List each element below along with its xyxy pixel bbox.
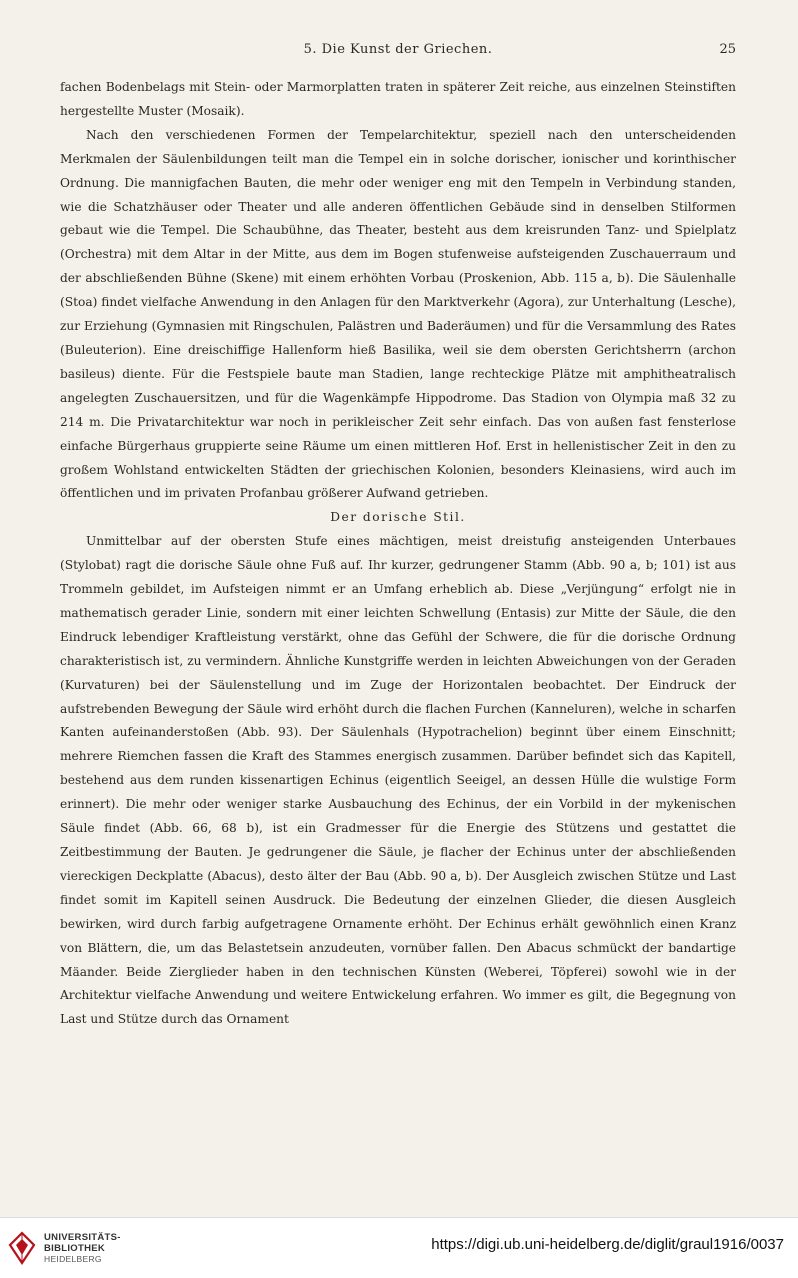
paragraph-continuation: fachen Bodenbelags mit Stein- oder Marmorplatten traten in späterer Zeit reiche, aus einzelnen Steinstiften hergestellte Muster (Mosaik). (60, 80, 736, 118)
library-logo[interactable] (8, 1229, 188, 1269)
body-text (60, 76, 736, 1032)
library-logo-icon (8, 1231, 36, 1265)
library-logo-text (44, 1233, 121, 1265)
running-header (60, 42, 736, 62)
logo-line-2: BIBLIOTHEK (44, 1242, 106, 1254)
paragraph-doric-style: Unmittelbar auf der obersten Stufe eines mächtigen, meist dreistufig ansteigenden Unterbaues (Stylobat) ragt die dorische Säule ohne Fuß auf. Ihr kurzer, gedrungener Stamm (Abb. 90 a, b; 101) ist aus Trommeln gebildet, im Aufsteigen nimmt er an Umfang erheblich ab. Diese „Verjüngung“ erfolgt nie in mathematisch gerader Linie, sondern mit einer leichten Schwellung (Entasis) zur Mitte der Säule, die den Eindruck lebendiger Kraftleistung verstärkt, ohne das Gefühl der Schwere, die für die dorische Ordnung charakteristisch ist, zu vermindern. Ähnliche Kunstgriffe werden in leichten Abweichungen von der Geraden (Kurvaturen) bei der Säulenstellung und im Zuge der Horizontalen beobachtet. Der Eindruck der aufstrebenden Bewegung der Säule wird erhöht durch die flachen Furchen (Kanneluren), welche in scharfen Kanten aufeinanderstoßen (Abb. 93). Der Säulenhals (Hypotrachelion) beginnt über einem Einschnitt; mehrere Riemchen fassen die Kraft des Stammes energisch zusammen. Darüber befindet sich das Kapitell, bestehend aus dem runden kissenartigen Echinus (eigentlich Seeigel, an dessen Hülle die wulstige Form erinnert). Die mehr oder weniger starke Ausbauchung des Echinus, der ein Vorbild in der mykenischen Säule findet (Abb. 66, 68 b), ist ein Gradmesser für die Energie des Stützens und gestattet die Zeitbestimmung der Bauten. Je gedrungener die Säule, je flacher der Echinus unter der abschließenden viereckigen Deckplatte (Abacus), desto älter der Bau (Abb. 90 a, b). Der Ausgleich zwischen Stütze und Last findet somit im Kapitell seinen Ausdruck. Die Bedeutung der einzelnen Glieder, die diesen Ausgleich bewirken, wird durch farbig aufgetragene Ornamente erhöht. Der Echinus erhält gewöhnlich einen Kranz von Blättern, die, um das Belastetsein anzudeuten, vornüber fallen. Den Abacus schmückt der bandartige Mäander. Beide Zierglieder haben in den technischen Künsten (Weberei, Töpferei) sowohl wie in der Architektur vielfache Anwendung und weitere Entwickelung erfahren. Wo immer es gilt, die Begegnung von Last und Stütze durch das Ornament (60, 534, 736, 1027)
logo-line-1: UNIVERSITÄTS- (44, 1232, 121, 1243)
permalink-url[interactable]: https://digi.ub.uni-heidelberg.de/diglit/graul1916/0037 (431, 1236, 784, 1253)
viewer-footer (0, 1217, 798, 1278)
logo-line-3: HEIDELBERG (44, 1254, 102, 1264)
page-number: 25 (719, 42, 736, 57)
section-heading: Der dorische Stil. (330, 510, 466, 525)
paragraph-temple-orders: Nach den verschiedenen Formen der Tempelarchitektur, speziell nach den unterscheidenden Merkmalen der Säulenbildungen teilt man die Tempel ein in solche dorischer, ionischer und korinthischer Ordnung. Die mannigfachen Bauten, die mehr oder weniger eng mit den Tempeln in Verbindung standen, wie die Schatzhäuser oder Theater und alle anderen öffentlichen Gebäude sind in denselben Stilformen gebaut wie die Tempel. Die Schaubühne, das Theater, besteht aus dem kreisrunden Tanz- und Spielplatz (Orchestra) mit dem Altar in der Mitte, aus dem im Bogen stufenweise aufsteigenden Zuschauerraum und der abschließenden Bühne (Skene) mit einem erhöhten Vorbau (Proskenion, Abb. 115 a, b). Die Säulenhalle (Stoa) findet vielfache Anwendung in den Anlagen für den Marktverkehr (Agora), zur Unterhaltung (Lesche), zur Erziehung (Gymnasien mit Ringschulen, Palästren und Baderäumen) und für die Versammlung des Rates (Buleuterion). Eine dreischiffige Hallenform hieß Basilika, weil sie dem obersten Gerichtsherrn (archon basileus) diente. Für die Festspiele baute man Stadien, lange rechteckige Plätze mit amphitheatralisch angelegten Zuschauersitzen, und für die Wagenkämpfe Hippodrome. Das Stadion von Olympia maß 32 zu 214 m. Die Privatarchitektur war noch in perikleischer Zeit sehr einfach. Das von außen fast fensterlose einfache Bürgerhaus gruppierte seine Räume um einen mittleren Hof. Erst in hellenistischer Zeit in den zu großem Wohlstand entwickelten Städten der griechischen Kolonien, besonders Kleinasiens, wird auch im öffentlichen und im privaten Profanbau größerer Aufwand getrieben. (60, 127, 736, 501)
chapter-title: 5. Die Kunst der Griechen. (303, 42, 493, 57)
